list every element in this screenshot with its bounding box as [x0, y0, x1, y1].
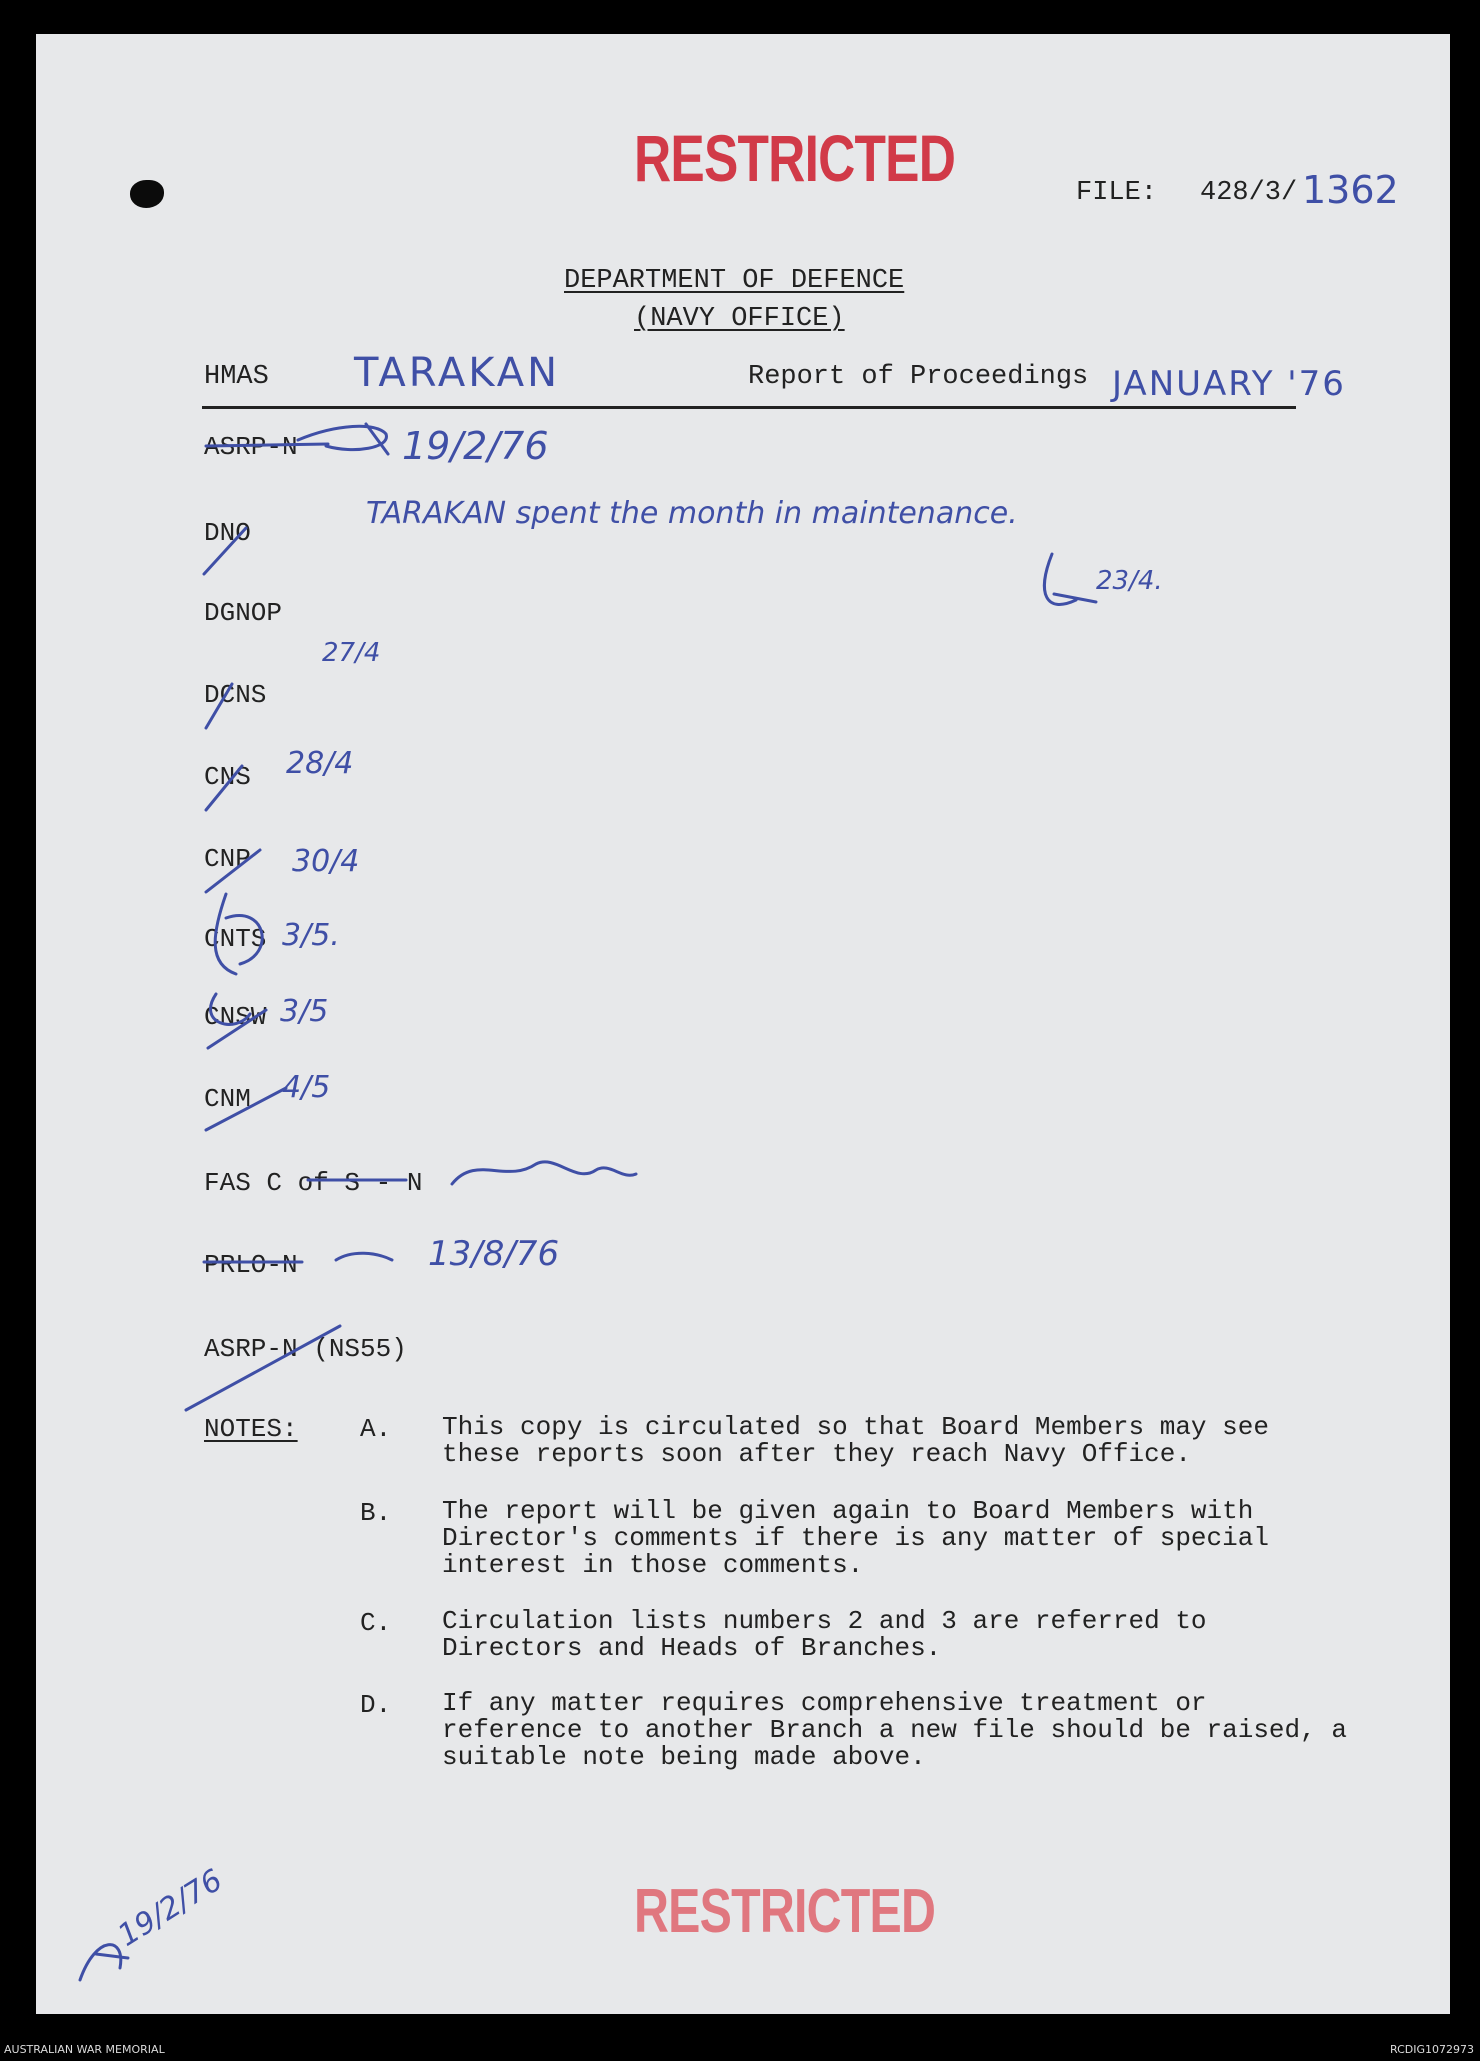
restricted-stamp-bottom: RESTRICTED [634, 1877, 936, 1946]
strike-cnsw [208, 1010, 266, 1048]
handwritten-marks [36, 34, 1450, 2014]
routing-annotation-dcns: 27/4 [322, 638, 381, 668]
note-letter-b: B. [360, 1498, 392, 1528]
note-text-d: If any matter requires comprehensive treatment or reference to another Branch a new file should be raised, a suitable note being made above. [442, 1688, 1347, 1772]
strike-dno [204, 528, 246, 574]
routing-code-cnp: CNP [204, 844, 251, 874]
note-letter-d: D. [360, 1690, 392, 1720]
routing-code-cnm: CNM [204, 1084, 251, 1114]
routing-annotation-asrp-n: 19/2/76 [402, 424, 549, 468]
strike-dcns [206, 684, 232, 728]
routing-annotation-cnsw: 3/5 [280, 994, 329, 1029]
strike-cnm [206, 1088, 286, 1130]
signature-fas [452, 1162, 636, 1184]
routing-annotation-cnts: 3/5. [282, 918, 340, 953]
routing-code-cnsw: CNSW [204, 1002, 267, 1032]
routing-annotation-cns: 28/4 [286, 746, 354, 781]
file-label: FILE: [1076, 178, 1158, 208]
note-text-b: The report will be given again to Board Members with Director's comments if there is any matter of special interest in those comments. [442, 1496, 1269, 1580]
routing-code-dcns: DCNS [204, 680, 267, 710]
note-letter-c: C. [360, 1608, 392, 1638]
note-letter-a: A. [360, 1414, 392, 1444]
signature-cnsw [211, 994, 250, 1024]
routing-code-asrp-n: ASRP-N [204, 432, 298, 462]
office-title: (NAVY OFFICE) [634, 304, 845, 334]
signature-dgnop [1044, 554, 1096, 604]
signature-cnts [215, 894, 262, 974]
routing-annotation-cnm: 4/5 [282, 1070, 331, 1105]
ship-name-handwritten: TARAKAN [354, 350, 561, 396]
routing-code-asrp-n-ns55: ASRP-N (NS55) [204, 1334, 407, 1364]
initials-bottom-left [80, 1945, 128, 1980]
strike-cns [206, 766, 242, 810]
routing-code-dno: DNO [204, 518, 251, 548]
routing-annotation-prlo-n: 13/8/76 [428, 1234, 560, 1274]
routing-annotation-dgnop: 23/4. [1096, 566, 1163, 596]
file-number: 428/3/ [1200, 178, 1298, 208]
routing-code-fas-c-of-s-n: FAS C of S - N [204, 1168, 423, 1198]
initials-date-handwritten: 19/2/76 [112, 1862, 229, 1954]
archive-id: RCDIG1072973 [1389, 2043, 1474, 2056]
note-text-a: This copy is circulated so that Board Members may see these reports soon after they reach Navy Office. [442, 1412, 1269, 1469]
routing-annotation-dno: TARAKAN spent the month in maintenance. [366, 496, 1018, 531]
ship-label: HMAS [204, 362, 269, 392]
routing-code-cnts: CNTS [204, 924, 267, 954]
restricted-stamp-top: RESTRICTED [634, 121, 956, 195]
note-text-c: Circulation lists numbers 2 and 3 are referred to Directors and Heads of Branches. [442, 1606, 1207, 1663]
strike-cnp [206, 850, 260, 892]
document-page [36, 34, 1450, 2014]
report-label: Report of Proceedings [748, 362, 1089, 392]
routing-code-cns: CNS [204, 762, 251, 792]
strike-asrp-n-ns55 [186, 1326, 340, 1410]
file-number-handwritten: 1362 [1302, 168, 1399, 212]
routing-code-dgnop: DGNOP [204, 598, 283, 628]
routing-annotation-cnp: 30/4 [292, 844, 360, 879]
strike-asrp-n [206, 444, 328, 446]
mark-prlo-n [336, 1253, 392, 1260]
archive-credit: AUSTRALIAN WAR MEMORIAL [4, 2043, 165, 2056]
notes-label: NOTES: [204, 1414, 298, 1444]
signature-asrp-n [298, 424, 388, 454]
department-title: DEPARTMENT OF DEFENCE [564, 266, 905, 296]
routing-code-prlo-n: PRLO-N [204, 1250, 298, 1280]
report-month-handwritten: JANUARY '76 [1112, 364, 1346, 404]
